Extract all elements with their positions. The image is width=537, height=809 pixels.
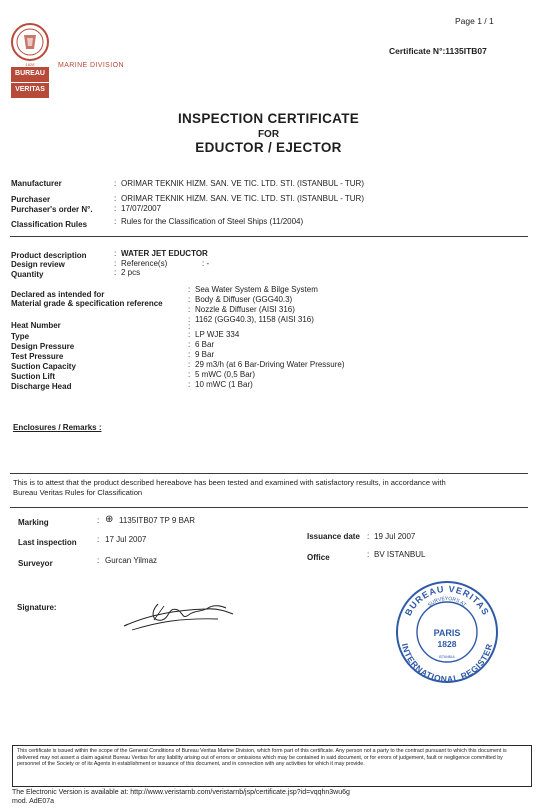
stamp-top-text: BUREAU VERITAS xyxy=(402,583,492,618)
enclosures-remarks-label: Enclosures / Remarks : xyxy=(13,423,102,432)
design-review-value: Reference(s) xyxy=(121,259,168,268)
quantity-label: Quantity xyxy=(11,270,44,279)
disclaimer-text: This certificate is issued within the scope of the General Conditions of Bureau Veritas Marine Division, which form part of this certificate. Any person not a party to the contract pursuant to which this document is delivered may not assert a claim against Bureau Veritas for any liability arising out of errors or omissions which may be contained in said document, or for errors of judgement, fault or negligence committed by personnel of the Society or of its Agents in establishment or issuance of this document, and in connection with any activities for which it may provide. xyxy=(17,748,507,768)
design-pressure-value: 6 Bar xyxy=(195,340,215,349)
colon: : xyxy=(188,295,191,304)
colon: : xyxy=(114,194,117,203)
colon: : xyxy=(188,360,191,369)
colon: : xyxy=(188,305,191,314)
colon: : xyxy=(114,217,117,226)
signature-label: Signature: xyxy=(17,603,57,612)
order-number-label: Purchaser's order N°. xyxy=(11,205,93,214)
design-review-extra: : - xyxy=(202,259,210,268)
office-label: Office xyxy=(307,553,330,562)
declared-intended-label: Declared as intended for xyxy=(11,290,105,299)
purchaser-label: Purchaser xyxy=(11,195,51,204)
test-pressure-value: 9 Bar xyxy=(195,350,215,359)
divider xyxy=(10,473,528,474)
colon: : xyxy=(188,315,191,324)
marking-symbol-icon: ⊕ xyxy=(105,514,114,525)
title-line1: INSPECTION CERTIFICATE xyxy=(177,111,360,126)
title-line3: EDUCTOR / EJECTOR xyxy=(195,140,342,155)
colon: : xyxy=(114,204,117,213)
colon: : xyxy=(367,532,370,541)
colon: : xyxy=(97,516,100,525)
manufacturer-value: ORIMAR TEKNIK HIZM. SAN. VE TIC. LTD. STI. (ISTANBUL - TUR) xyxy=(121,179,364,188)
logo-year: 1828 xyxy=(25,62,35,67)
classification-rules-label: Classification Rules xyxy=(11,220,88,229)
issuance-date-value: 19 Jul 2007 xyxy=(374,532,416,541)
last-inspection-label: Last inspection xyxy=(18,538,77,547)
declared-value-1: Sea Water System & Bilge System xyxy=(195,285,318,294)
type-label: Type xyxy=(11,332,30,341)
logo-band-bureau: BUREAU xyxy=(15,70,45,77)
stamp-tiny-text: ISTANBUL xyxy=(438,655,456,659)
product-description-value: WATER JET EDUCTOR xyxy=(121,249,208,258)
stamp-inner-text: SURVEYORS AT xyxy=(426,595,468,609)
suction-lift-label: Suction Lift xyxy=(11,372,55,381)
colon: : xyxy=(97,556,100,565)
logo-band-veritas: VERITAS xyxy=(15,86,45,93)
colon: : xyxy=(114,179,117,188)
colon: : xyxy=(97,535,100,544)
attest-line-1: This is to attest that the product described hereabove has been tested and examined with satisfactory results, in accordance with xyxy=(13,478,446,487)
surveyor-value: Gurcan Yilmaz xyxy=(105,556,158,565)
office-value: BV ISTANBUL xyxy=(374,550,426,559)
material-grade-label: Material grade & specification reference xyxy=(11,299,163,308)
declared-value-3: Nozzle & Diffuser (AISI 316) xyxy=(195,305,295,314)
divider xyxy=(10,507,528,508)
discharge-head-label: Discharge Head xyxy=(11,382,72,391)
marine-division: MARINE DIVISION xyxy=(58,62,124,69)
surveyor-label: Surveyor xyxy=(18,559,53,568)
stamp-city: PARIS xyxy=(433,628,461,638)
page-number: Page 1 / 1 xyxy=(455,16,494,26)
signature-icon xyxy=(118,592,238,637)
colon: : xyxy=(188,285,191,294)
design-pressure-label: Design Pressure xyxy=(11,342,75,351)
colon: : xyxy=(114,249,117,258)
colon: : xyxy=(188,322,191,331)
suction-lift-value: 5 mWC (0,5 Bar) xyxy=(195,370,256,379)
suction-capacity-value: 29 m3/h (at 6 Bar-Driving Water Pressure) xyxy=(195,360,345,369)
colon: : xyxy=(188,350,191,359)
marking-label: Marking xyxy=(18,518,49,527)
issuance-date-label: Issuance date xyxy=(307,532,360,541)
marking-value: 1135ITB07 TP 9 BAR xyxy=(119,516,196,525)
product-description-label: Product description xyxy=(11,251,87,260)
bureau-veritas-logo xyxy=(10,17,50,99)
last-inspection-value: 17 Jul 2007 xyxy=(105,535,147,544)
title-line2: FOR xyxy=(257,129,280,140)
colon: : xyxy=(114,268,117,277)
declared-value-4: 1162 (GGG40.3), 1158 (AISI 316) xyxy=(195,315,314,324)
attest-line-2: Bureau Veritas Rules for Classification xyxy=(13,488,143,497)
purchaser-value: ORIMAR TEKNIK HIZM. SAN. VE TIC. LTD. STI. (ISTANBUL - TUR) xyxy=(121,194,364,203)
design-review-label: Design review xyxy=(11,260,65,269)
electronic-version-line: The Electronic Version is available at: http://www.veristarnb.com/veristarnb/jsp/certificate.jsp?id=vqqhn3wu6g xyxy=(12,789,350,796)
classification-rules-value: Rules for the Classification of Steel Ships (11/2004) xyxy=(121,217,304,226)
certificate-number: Certificate N°:1135ITB07 xyxy=(389,46,487,56)
colon: : xyxy=(367,550,370,559)
discharge-head-value: 10 mWC (1 Bar) xyxy=(195,380,253,389)
test-pressure-label: Test Pressure xyxy=(11,352,64,361)
colon: : xyxy=(114,259,117,268)
quantity-value: 2 pcs xyxy=(121,268,141,277)
colon: : xyxy=(188,370,191,379)
divider xyxy=(10,236,528,237)
manufacturer-label: Manufacturer xyxy=(11,179,62,188)
stamp-bottom-text: INTERNATIONAL REGISTER xyxy=(399,642,495,685)
colon: : xyxy=(188,340,191,349)
declared-value-2: Body & Diffuser (GGG40.3) xyxy=(195,295,293,304)
stamp-year: 1828 xyxy=(437,639,457,649)
form-code: mod. AdE07a xyxy=(12,798,55,805)
bureau-veritas-stamp-icon xyxy=(393,578,501,688)
order-number-value: 17/07/2007 xyxy=(121,204,162,213)
colon: : xyxy=(188,330,191,339)
type-value: LP WJE 334 xyxy=(195,330,240,339)
suction-capacity-label: Suction Capacity xyxy=(11,362,76,371)
disclaimer-box xyxy=(12,745,532,787)
colon: : xyxy=(188,380,191,389)
heat-number-label: Heat Number xyxy=(11,321,61,330)
